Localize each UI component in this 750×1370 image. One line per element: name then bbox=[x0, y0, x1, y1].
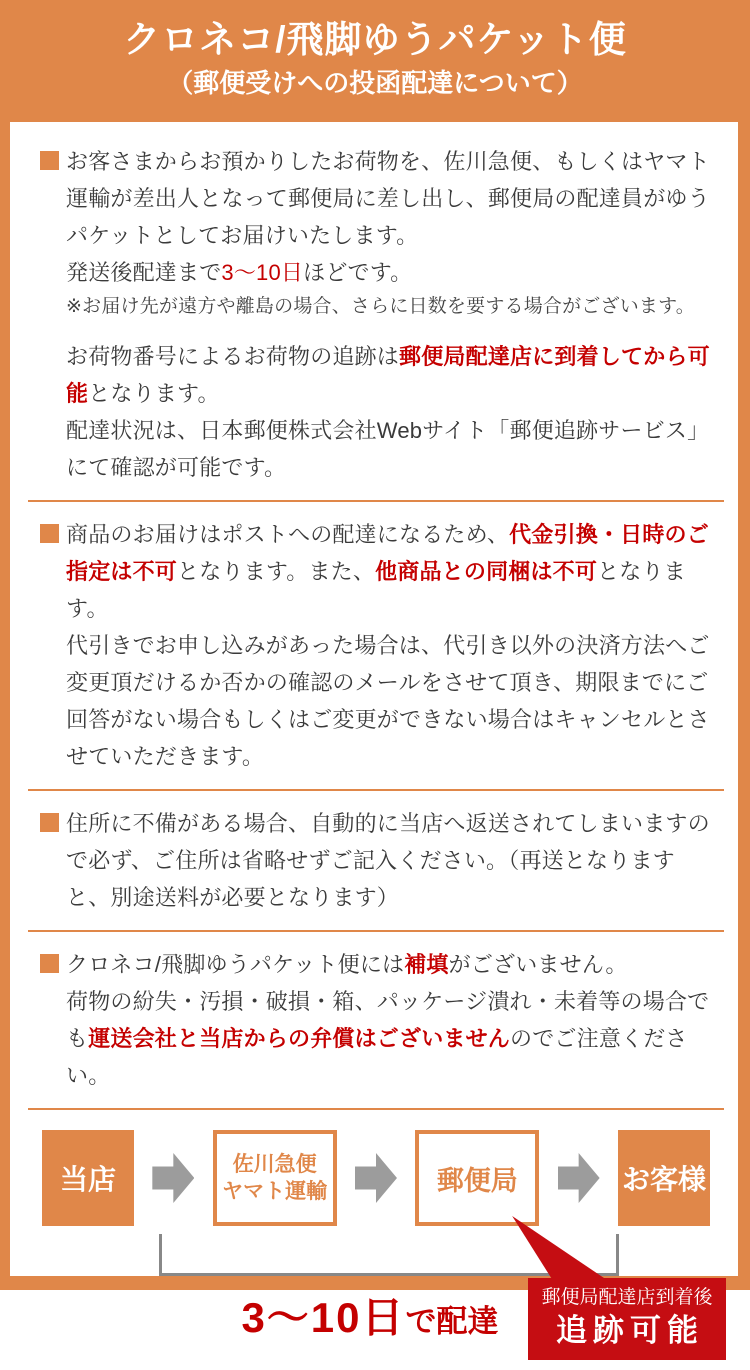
notice-content bbox=[10, 122, 738, 1348]
flow-box bbox=[415, 1130, 539, 1226]
flow-box-label: お客様 bbox=[621, 1164, 706, 1195]
bullet-square-icon bbox=[40, 151, 59, 170]
paragraph: 配達状況は、日本郵便株式会社Webサイト「郵便追跡サービス」にて確認が可能です。 bbox=[66, 418, 710, 480]
section-divider bbox=[28, 1108, 724, 1110]
bullet-square-icon bbox=[40, 954, 59, 973]
flow-box bbox=[42, 1130, 134, 1226]
paragraph: お荷物番号によるお荷物の追跡は郵便局配達店に到着してから可能となります。 bbox=[66, 344, 710, 406]
flow-box-label: ヤマト運輸 bbox=[222, 1180, 328, 1203]
flow-row bbox=[40, 1130, 712, 1226]
flow-box bbox=[213, 1130, 337, 1226]
note-text: ※お届け先が遠方や離島の場合、さらに日数を要する場合がございます。 bbox=[66, 296, 696, 317]
paragraph: 商品のお届けはポストへの配達になるため、代金引換・日時のご指定は不可となります。また、他商品との同梱は不可となります。 bbox=[66, 522, 709, 621]
info-section bbox=[40, 946, 712, 1094]
paragraph: 荷物の紛失・汚損・破損・箱、パッケージ潰れ・未着等の場合でも運送会社と当店からの弁償はございませんのでご注意ください。 bbox=[66, 989, 710, 1088]
flow-box-label: 郵便局 bbox=[436, 1165, 518, 1196]
duration-days: 3〜10日 bbox=[241, 1294, 406, 1341]
bullet-square-icon bbox=[40, 813, 59, 832]
flow-box-label: 当店 bbox=[59, 1164, 116, 1195]
callout-line1: 郵便局配達店到着後 bbox=[541, 1287, 713, 1308]
section-divider bbox=[28, 930, 724, 932]
flow-box bbox=[618, 1130, 710, 1226]
section-divider bbox=[28, 789, 724, 791]
tracking-callout bbox=[528, 1278, 726, 1360]
arrow-right-icon bbox=[355, 1153, 397, 1203]
info-section bbox=[40, 516, 712, 775]
arrow-right-icon bbox=[152, 1153, 194, 1203]
page-title: クロネコ/飛脚ゆうパケット便 bbox=[123, 19, 627, 60]
sections bbox=[40, 143, 712, 1110]
paragraph: お客さまからお預かりしたお荷物を、佐川急便、もしくはヤマト運輸が差出人となって郵便局に差し出し、郵便局の配達員がゆうパケットとしてお届けいたします。 bbox=[66, 149, 710, 248]
callout-line2: 追跡可能 bbox=[556, 1313, 704, 1348]
page-subtitle: （郵便受けへの投函配達について） bbox=[167, 68, 583, 98]
section-divider bbox=[28, 500, 724, 502]
paragraph: 住所に不備がある場合、自動的に当店へ返送されてしまいますので必ず、ご住所は省略せずご記入ください。（再送となりますと、別途送料が必要となります） bbox=[66, 811, 710, 910]
info-section bbox=[40, 805, 712, 916]
info-section bbox=[40, 143, 712, 486]
paragraph: 代引きでお申し込みがあった場合は、代引き以外の決済方法へご変更頂だけるか否かの確認のメールをさせて頂き、期限までにご回答がない場合もしくはご変更ができない場合はキャンセルとさせていただきます。 bbox=[66, 633, 710, 769]
flow-box-label: 佐川急便 bbox=[232, 1153, 317, 1176]
duration-suffix: で配達 bbox=[405, 1304, 499, 1339]
bullet-square-icon bbox=[40, 524, 59, 543]
paragraph: クロネコ/飛脚ゆうパケット便には補填がございません。 bbox=[66, 952, 628, 977]
delivery-flow-diagram bbox=[40, 1130, 712, 1370]
paragraph: 発送後配達まで3〜10日ほどです。 bbox=[66, 260, 413, 285]
page-header bbox=[0, 0, 750, 122]
arrow-right-icon bbox=[558, 1153, 600, 1203]
